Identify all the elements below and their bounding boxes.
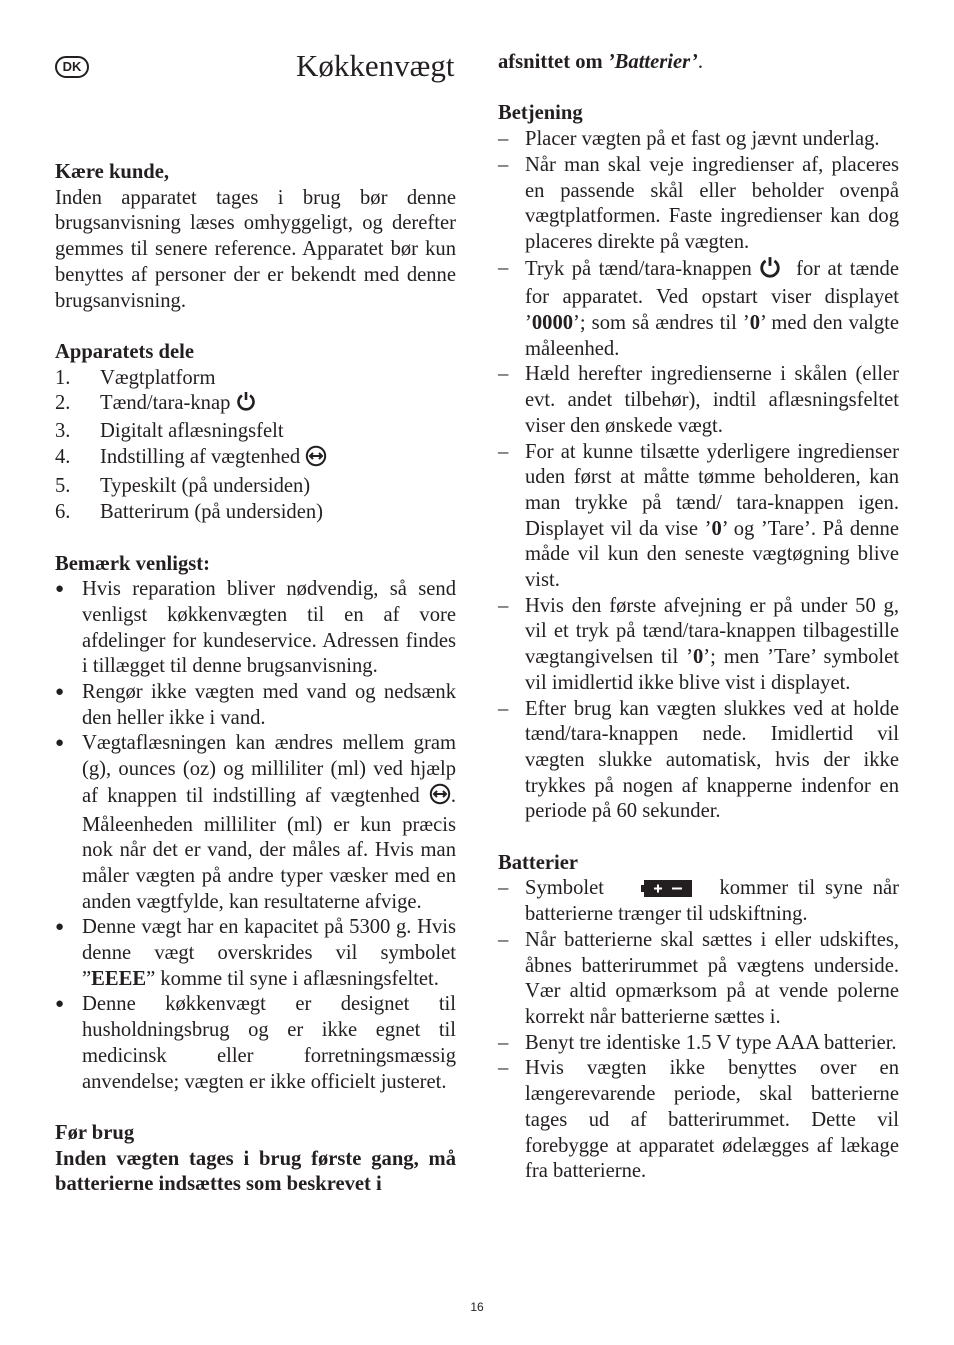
period: . [697,51,703,73]
battery-low-icon [644,880,692,897]
operation-text: ’ og ’Tare’. På denne måde vil kun den seneste vægtøgning blive vist. [525,517,899,592]
battery-text: Når batterierne skal sættes i eller udskiftes, åbnes batterirummet på vægtens underside. Vær altid opmærksom på at vende polerne korrekt når batterierne sættes i. [525,928,899,1028]
note-text: Denne køkkenvægt er designet til husholdningsbrug og er ikke egnet til medicinsk eller forretningsmæssig anvendelse; vægten er ikke officielt justeret. [82,993,456,1093]
intro-heading: Kære kunde, [55,161,170,183]
item-label: Digitalt aflæsningsfelt [100,420,284,443]
intro-text: Inden apparatet tages i brug bør denne brugsanvisning læses omhyggeligt, og derefter gemmes til senere reference. Apparatet bør kun benyttes af personer der er bekendt med denne brugsanvisning. [55,186,456,312]
dash-marker: – [498,256,509,279]
dash-marker: – [498,928,509,951]
item-label: Typeskilt (på undersiden) [100,475,311,498]
list-item [498,153,899,256]
list-item [55,731,456,915]
display-value: 0 [749,312,761,335]
list-item [498,697,899,826]
battery-section-ref: ’Batterier’ [607,51,698,73]
dash-marker: – [498,440,509,463]
operation-text: Hæld herefter ingredienserne i skålen (eller evt. andet tilbehør), indtil aflæsningsfeltet viser den ønskede vægt. [525,363,899,437]
operation-text: Efter brug kan vægten slukkes ved at holde tænd/tara-knappen nede. Imidlertid vil vægten slukke automatisk, hvis der ikke trykkes på nogen af knapperne indenfor en periode på 60 sekunder. [525,697,899,823]
list-item [55,992,456,1095]
bullet-icon: ● [55,919,65,936]
operation-text: Hvis den første afvejning er på under 50 g, vil et tryk på tænd/tara-knappen tilbagestille vægtangivelsen til ’ [525,594,899,669]
operation-heading: Betjening [498,102,583,125]
unit-switch-icon [305,445,327,475]
battery-text: Benyt tre identiske 1.5 V type AAA batterier. [525,1031,897,1054]
batteries-heading: Batterier [498,851,579,874]
note-text: Rengør ikke vægten med vand og nedsænk den heller ikke i vand. [82,681,456,729]
language-badge: DK [55,56,89,78]
dash-marker: – [498,363,509,386]
battery-text: Hvis vægten ikke benyttes over en længerevarende periode, skal batterierne tages ud af batterirummet. Dette vil forebygge at apparatet ødelægges af lækage fra batterierne. [525,1057,899,1183]
battery-text: kommer til syne når batterierne trænger til udskiftning. [525,877,899,926]
list-item [498,1031,899,1057]
list-item [55,474,456,500]
parts-list [55,366,456,526]
operation-text: Tryk på tænd/tara-knappen [525,257,752,280]
operation-text: Placer vægten på et fast og jævnt underlag. [525,128,880,151]
page-number: 16 [470,1300,484,1314]
list-item [55,445,456,475]
page-title: Køkkenvægt [296,48,455,83]
before-use-text: Inden vægten tages i brug første gang, må batterierne indsættes som beskrevet i [55,1147,456,1196]
display-value: 0 [692,646,704,669]
list-item [498,876,899,927]
left-column [55,160,456,1198]
before-use-cont: afsnittet om [498,51,608,73]
right-column [498,50,899,1185]
dash-marker: – [498,128,509,151]
notes-heading: Bemærk venligst: [55,552,211,575]
item-label: Vægtplatform [100,366,216,389]
operation-text: ’; men ’Tare’ symbolet vil imidlertid ikke blive vist i displayet. [525,646,899,694]
item-number: 1. [55,366,71,389]
bullet-icon: ● [55,996,65,1013]
operation-text: ’; som så ændres til ’ [573,312,750,335]
bullet-icon: ● [55,684,65,701]
list-item [498,127,899,153]
item-number: 4. [55,445,71,468]
operation-text: Når man skal veje ingredienser af, placeres en passende skål eller beholder ovenpå vægtplatformen. Faste ingredienser kan dog placeres direkte på vægten. [525,153,899,253]
unit-switch-icon [429,783,451,813]
list-item [498,594,899,697]
list-item [498,928,899,1031]
dash-marker: – [498,697,509,720]
list-item [55,577,456,680]
dash-marker: – [498,153,509,176]
item-label: Tænd/tara-knap [100,392,231,415]
battery-text: Symbolet [525,877,604,900]
item-number: 6. [55,501,71,524]
display-value: 0000 [531,312,574,335]
note-text: . Måleenheden milliliter (ml) er kun præcis nok når det er vand, der måles af. Hvis man måler vægten på andre typer væsker med en anden vægtfylde, kan resultaterne afvige. [82,784,456,913]
list-item [498,256,899,363]
note-text: Hvis reparation bliver nødvendig, så send venligst køkkenvægten til en af vore afdelinger for kundeservice. Adressen findes i tillægget til denne brugsanvisning. [82,578,456,678]
note-text: ” komme til syne i aflæsningsfeltet. [146,967,439,990]
bullet-icon: ● [55,581,65,598]
dash-marker: – [498,1031,509,1054]
error-code: EEEE [91,967,147,990]
power-icon [759,256,781,286]
operation-text: ’ med den valgte måleenhed. [525,312,899,360]
dash-marker: – [498,877,509,900]
note-text: Denne vægt har en kapacitet på 5300 g. Hvis denne vægt overskrides vil symbolet ” [82,916,456,990]
list-item [498,362,899,439]
bullet-icon: ● [55,735,65,752]
item-label: Indstilling af vægtenhed [100,445,301,468]
operation-text: For at kunne tilsætte yderligere ingredienser uden først at måtte tømme beholderen, kan man trykke på tænd/ tara-knappen igen. Displayet vil da vise ’ [525,440,899,540]
list-item [55,366,456,392]
list-item [498,440,899,594]
item-label: Batterirum (på undersiden) [100,501,324,524]
operation-text: for at tænde for apparatet. Ved opstart viser displayet ’ [525,257,899,335]
power-icon [236,391,256,419]
list-item [55,419,456,445]
note-text: Vægtaflæsningen kan ændres mellem gram (g), ounces (oz) og milliliter (ml) ved hjælp af knappen til indstilling af vægtenhed [82,732,456,807]
list-item [55,680,456,731]
dash-marker: – [498,594,509,617]
item-number: 3. [55,420,71,443]
parts-heading: Apparatets dele [55,340,194,363]
item-number: 5. [55,475,71,498]
list-item [55,500,456,526]
display-value: 0 [711,517,722,540]
item-number: 2. [55,392,71,415]
list-item [498,1056,899,1185]
list-item [55,915,456,992]
list-item [55,391,456,419]
before-use-heading: Før brug [55,1121,135,1144]
dash-marker: – [498,1057,509,1080]
